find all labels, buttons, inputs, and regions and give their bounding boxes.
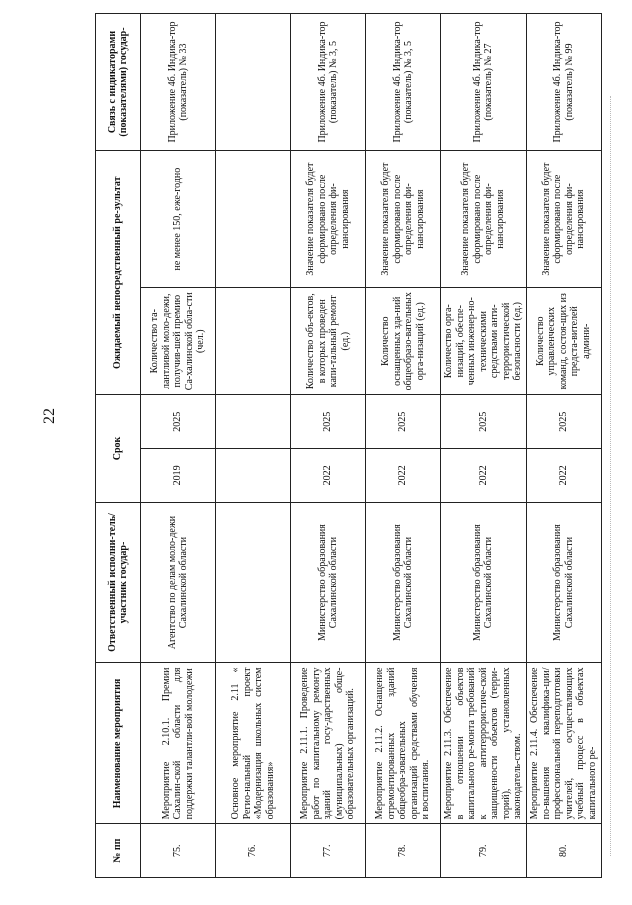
table-header-row — [96, 14, 141, 878]
row-responsible — [216, 502, 291, 663]
header-expected: Ожидаемый непосредственный ре-зультат — [96, 151, 141, 395]
table-row — [141, 14, 216, 878]
table-row — [526, 14, 601, 878]
table-row — [441, 14, 527, 878]
row-link: Приложение 4б. Индика-тор (показатель) № 33 — [141, 14, 216, 151]
row-responsible: Агентство по делам моло-дежи Сахалинской области — [141, 502, 216, 663]
row-start: 2022 — [291, 449, 366, 503]
row-start: 2019 — [141, 449, 216, 503]
page-number: 22 — [41, 408, 58, 424]
row-link — [216, 14, 291, 151]
row-link: Приложение 4б. Индика-тор (показатель) № 3, 5 — [291, 14, 366, 151]
row-end: 2025 — [526, 395, 601, 449]
row-value: Значение показателя будет сформировано после определения фи-нансирования — [366, 151, 441, 288]
row-link: Приложение 4б. Индика-тор (показатель) № 3, 5 — [366, 14, 441, 151]
row-end: 2025 — [141, 395, 216, 449]
row-responsible: Министерство образования Сахалинской области — [366, 502, 441, 663]
row-num: 77. — [291, 824, 366, 878]
rotated-table-container — [95, 13, 631, 878]
row-num: 75. — [141, 824, 216, 878]
row-end: 2025 — [291, 395, 366, 449]
table-row — [366, 14, 441, 878]
row-num: 79. — [441, 824, 527, 878]
row-indicator: Количество та-лантливой моло-дежи, получив-шей премию Са-халинской обла-сти (чел.) — [141, 288, 216, 395]
row-name: Основное мероприятие 2.11 « Регио-нальный проект «Модернизация школьных систем образования» — [216, 663, 291, 824]
events-table — [95, 13, 602, 878]
row-end — [216, 395, 291, 449]
row-num: 76. — [216, 824, 291, 878]
header-responsible: Ответственный исполни-тель/участник государ- — [96, 502, 141, 663]
row-indicator: Количество объ-ектов, в которых проведен капи-тальный ремонт (ед.) — [291, 288, 366, 395]
row-link: Приложение 4б. Индика-тор (показатель) № 99 — [526, 14, 601, 151]
header-num: № пп — [96, 824, 141, 878]
row-start: 2022 — [441, 449, 527, 503]
row-end: 2025 — [441, 395, 527, 449]
row-name: Мероприятие 2.11.1. Проведение работ по капитальному ремонту зданий госу-дарственных (муниципальных) обще-образовательных организаций. — [291, 663, 366, 824]
row-indicator: Количество оснащенных зда-ний общеобразо-вательных орга-низаций (ед.) — [366, 288, 441, 395]
row-indicator: Количество орга-низаций, обеспе-ченных инженер-но-техническими средствами анти-террористической безопасности (ед.) — [441, 288, 527, 395]
row-value: не менее 150, еже-годно — [141, 151, 216, 288]
table-row — [291, 14, 366, 878]
row-start: 2022 — [366, 449, 441, 503]
table-row — [216, 14, 291, 878]
row-name: Мероприятие 2.11.2. Оснащение отремонтированных зданий общеобра-зовательных организаций средствами обучения и воспитания. — [366, 663, 441, 824]
row-name: Мероприятие 2.10.1. Премии Сахалин-ской области для поддержки талантли-вой молодежи — [141, 663, 216, 824]
row-num: 78. — [366, 824, 441, 878]
row-value: Значение показателя будет сформировано после определения фи-нансирования — [291, 151, 366, 288]
row-name: Мероприятие 2.11.3. Обеспечение в отношении объектов капитального ре-монта требований к антитеррористиче-ской защищенности объектов (терри-торий), установленных законодатель-ством. — [441, 663, 527, 824]
row-value: Значение показателя будет сформировано после определения фи-нансирования — [441, 151, 527, 288]
row-value: Значение показателя будет сформировано после определения фи-нансирования — [526, 151, 601, 288]
row-start — [216, 449, 291, 503]
row-responsible: Министерство образования Сахалинской области — [526, 502, 601, 663]
row-link: Приложение 4б. Индика-тор (показатель) № 27 — [441, 14, 527, 151]
row-responsible: Министерство образования Сахалинской области — [441, 502, 527, 663]
row-indicator: Количество управленческих команд, состоя-щих из предста-вителей админи- — [526, 288, 601, 395]
row-end: 2025 — [366, 395, 441, 449]
header-term: Срок — [96, 395, 141, 502]
row-start: 2022 — [526, 449, 601, 503]
row-name: Мероприятие 2.11.4. Обеспечение по-вышения квалифика-ции/профессиональной переподготовки учителей, осуществляющих учебный процесс в объектах капитального ре- — [526, 663, 601, 824]
header-link: Связь с индикаторами (показателями) государ- — [96, 14, 141, 151]
row-value — [216, 151, 291, 288]
row-indicator — [216, 288, 291, 395]
row-responsible: Министерство образования Сахалинской области — [291, 502, 366, 663]
row-num: 80. — [526, 824, 601, 878]
header-name: Наименование мероприятия — [96, 663, 141, 824]
